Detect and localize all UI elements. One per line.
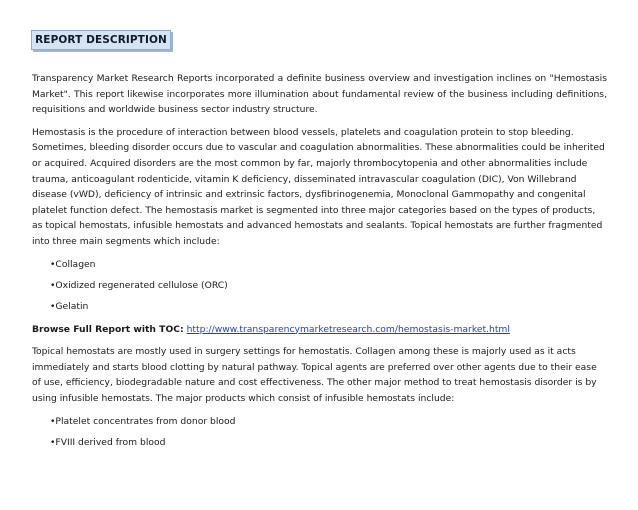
section-header-report-description: REPORT DESCRIPTION bbox=[31, 30, 171, 50]
list-item: •Oxidized regenerated cellulose (ORC) bbox=[50, 279, 228, 291]
topical-paragraph: Topical hemostats are mostly used in surgery settings for hemostatis. Collagen among these is majorly used as it acts immediately and starts blood clotting by natural pathway. Topical agents are preferred over other agents due to their ease of use, efficiency, biodegradable nature and cost effectiveness. The other major method to treat hemostasis disorder is by using infusible hemostats. The major products which consist of infusible hemostats include: bbox=[32, 346, 597, 404]
list-item: •Gelatin bbox=[50, 300, 89, 312]
infusible-products-list bbox=[32, 416, 607, 449]
report-body bbox=[32, 71, 607, 458]
list-item: •FVIII derived from blood bbox=[50, 436, 166, 448]
browse-full-report bbox=[32, 322, 607, 338]
browse-label: Browse Full Report with TOC: bbox=[32, 323, 184, 335]
intro-paragraph: Transparency Market Research Reports incorporated a definite business overview and investigation inclines on "Hemostasis Market". This report likewise incorporates more illumination about fundamental review of the business including definitions, requisitions and worldwide business sector industry structure. bbox=[32, 73, 607, 116]
list-item: •Collagen bbox=[50, 258, 96, 270]
topical-segments-list bbox=[32, 259, 607, 313]
report-link[interactable]: http://www.transparencymarketresearch.com/hemostasis-market.html bbox=[186, 323, 510, 335]
hemostasis-paragraph: Hemostasis is the procedure of interaction between blood vessels, platelets and coagulation protein to stop bleeding. Sometimes, bleeding disorder occurs due to vascular and coagulation abnormalities. These abnormalities could be inherited or acquired. Acquired disorders are the most common by far, majorly thrombocytopenia and other abnormalities include trauma, anticoagulant rodenticide, vitamin K deficiency, disseminated intravascular coagulation (DIC), Von Willebrand disease (vWD), deficiency of intrinsic and extrinsic factors, dysfibrinogenemia, Monoclonal Gammopathy and congenital platelet function defect. The hemostasis market is segmented into three major categories based on the types of products, as topical hemostats, infusible hemostats and advanced hemostats and sealants. Topical hemostats are further fragmented into three main segments which include: bbox=[32, 126, 605, 247]
list-item: •Platelet concentrates from donor blood bbox=[50, 415, 236, 427]
